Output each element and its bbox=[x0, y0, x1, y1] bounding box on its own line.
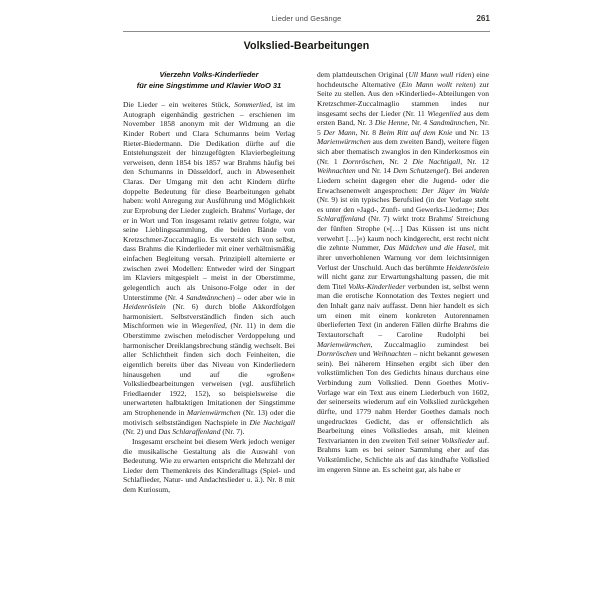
header-rule bbox=[123, 31, 490, 32]
work-heading-line-1: Vierzehn Volks-Kinderlieder bbox=[159, 70, 259, 79]
body-column-right bbox=[317, 70, 489, 474]
running-head-title: Lieder und Gesänge bbox=[271, 14, 342, 23]
work-heading bbox=[123, 70, 295, 91]
page-number: 261 bbox=[476, 14, 490, 23]
paragraph: Insgesamt erscheint bei diesem Werk jedoch weniger die musikalische Gestaltung als die Auswahl von Bedeutung. Wie zu erwarten entspricht die Mehrzahl der Lieder dem Themenkreis des Kinderalltags (Spiel- und Schlaflieder, Natur- und Andachtslieder u. ä.). Nr. 8 mit dem Kuriosum, bbox=[123, 436, 295, 494]
work-heading-line-2: für eine Singstimme und Klavier WoO 31 bbox=[136, 80, 282, 90]
chapter-title: Volkslied-Bearbeitungen bbox=[243, 40, 370, 52]
paragraph: dem plattdeutschen Original (Ull Mann wull riden) eine hochdeutsche Alternative (Ein Mann wollt reiten) zur Seite zu stellen. Aus den »Kinderlied«-Abteilungen von Kretzschmer-Zuccalmaglio stammen indes nur insgesamt sechs der Lieder (Nr. 11 Wiegenlied aus dem ersten Band, Nr. 3 Die Henne, Nr. 4 Sandmännchen, Nr. 5 Der Mann, Nr. 8 Beim Ritt auf dem Knie und Nr. 13 Marienwürmchen aus dem zweiten Band), weitere fügen sich aber thematisch zwanglos in den Kinderkosmos ein (Nr. 1 Dornröschen, Nr. 2 Die Nachtigall, Nr. 12 Weihnachten und Nr. 14 Dem Schutzengel). Bei anderen Liedern scheint dagegen eher die Jugend- oder die Erwachsenenwelt angesprochen: Der Jäger im Walde (Nr. 9) ist ein typisches Berufslied (in der Vorlage steht es unter den »Jagd-, Zunft- und Gewerks-Liedern«; Das Schlaraffenland (Nr. 7) wirkt trotz Brahms' Streichung der fünften Strophe (»[…] Das Küssen ist uns nicht verwehrt […]«) kaum noch kindgerecht, erst recht nicht die zehnte Nummer, Das Mädchen und die Hasel, mit ihrer unverhohlenen Warnung vor dem leichtsinnigen Verlust der Unschuld. Auch das berühmte Heidenröslein will nicht ganz zur Erwartungshaltung passen, die mit dem Titel Volks-Kinderlieder verbunden ist, selbst wenn man die erotische Konnotation des Textes negiert und den Inhalt ganz naiv auffasst. Denn hier handelt es sich um einen mit einem konkreten Autorennamen überlieferten Text (in anderen Fällen dürfte Brahms die Textautorschaft – Caroline Rudolphi bei Marienwürmchen, Zuccalmaglio zumindest bei Dornröschen und Weihnachten – nicht bekannt gewesen sein). Bei näherem Hinsehen ergibt sich über den volkstümlichen Ton des Gedichts hinaus durchaus eine Verbindung zum Volkslied. Denn Goethes Motiv-Vorlage war ein Text aus einem Liederbuch von 1602, der seinerseits wiederum auf ein Volkslied zurückgehen dürfte, und 1779 nahm Herder Goethes damals noch ungedrucktes Gedicht, das er offensichtlich als Bearbeitung eines Volksliedes ansah, mit kleinen Textvarianten in den zweiten Teil seiner Volkslieder auf. Brahms kam es bei seiner Sammlung eher auf das Volkstümliche, Schlichte als auf das kindhafte Volkslied im engeren Sinne an. Es scheint gar, als habe er bbox=[317, 70, 490, 474]
body-column-left bbox=[123, 100, 295, 495]
paragraph: Die Lieder – ein weiteres Stück, Sommerlied, ist im Autograph eigenhändig gestrichen – erschienen im November 1858 anonym mit der Widmung an die Kinder Robert und Clara Schumanns beim Verlag Rieter-Biedermann. Die Dedikation dürfte auf die Entstehungszeit der hinzugefügten Klavierbegleitung verweisen, denn 1854 bis 1857 war Brahms häufig bei den Schumanns in Düsseldorf, auch in Abwesenheit Claras. Der Umgang mit den acht Kindern dürfte doppelte Bedeutung für diese Bearbeitungen gehabt haben: wohl Anregung zur Ausführung und Möglichkeit zur Erprobung der Lieder zugleich. Brahms' Vorlage, der er in Wort und Ton insgesamt relativ getreu folgte, war seine Lieblingssammlung, die beiden Bände von Kretzschmer-Zuccalmaglio. Es versteht sich von selbst, dass Brahms die Kinderlieder mit einer verhältnismäßig einfachen Begleitung versah. Prinzipiell alternierte er zwischen zwei Modellen: Entweder wird der Singpart im Klaviers mitgespielt – meist in der Oberstimme, gelegentlich auch als Unisono-Folge oder in der Unterstimme (Nr. 4 Sandmännchen) – oder aber wie in Heidenröslein (Nr. 6) durch bloße Akkordfolgen harmonisiert. Selbstverständlich finden sich auch Mischformen wie in Wiegenlied, (Nr. 11) in dem die Oberstimme zwischen melodischer Verdoppelung und harmonischer Dreiklangsbrechung ständig wechselt. Bei aller Schlichtheit finden sich doch Feinheiten, die eigentlich bereits über das Niveau von Kinderliedern hinausgehen und auf die »großen« Volksliedbearbeitungen verweisen (vgl. ausführlich Friedlaender 1922, 152), so beispielsweise die unerwarteten halbtaktigen Imitationen der Singstimme am Strophenende in Marienwürmchen (Nr. 13) oder die motivisch selbstständigen Nachspiele in Die Nachtigall (Nr. 2) und Das Schlaraffenland (Nr. 7). bbox=[123, 100, 296, 437]
